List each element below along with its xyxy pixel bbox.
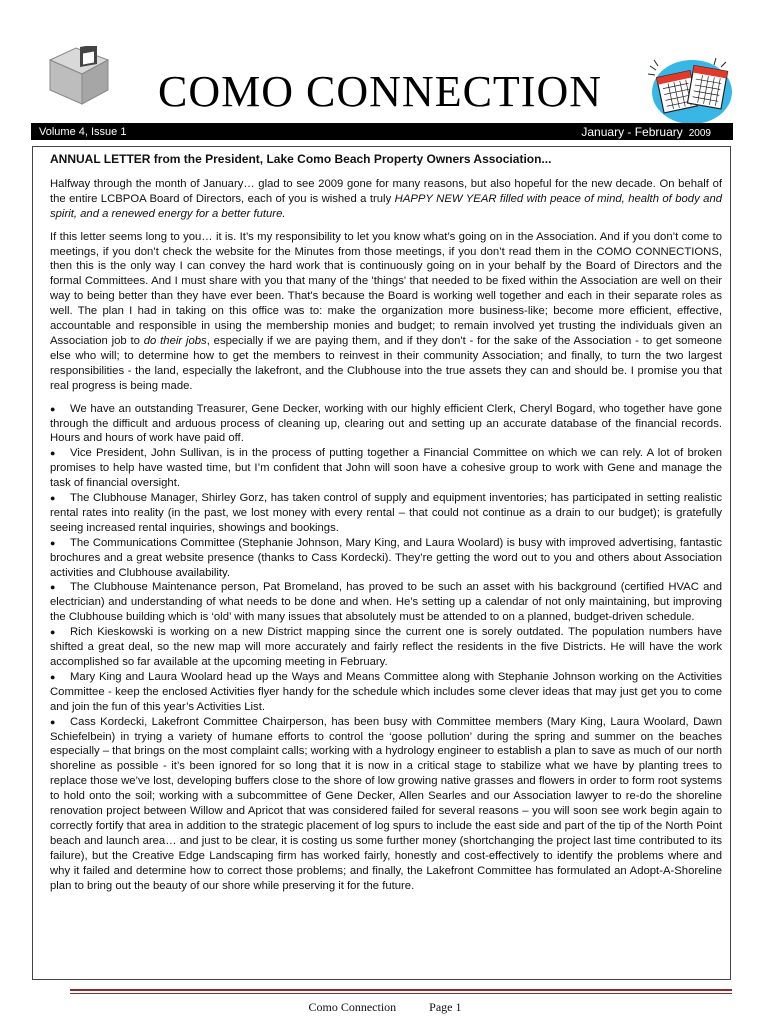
bullet-icon: ● [50,627,56,638]
paragraph-1-text: Halfway through the month of January… glad to see 2009 gone for many reasons, but also hopeful for the new decade. On behalf of the entire LCBPOA Board of Directors, each of you is wished a truly [50,177,722,205]
list-item: ● The Communications Committee (Stephanie Johnson, Mary King, and Laura Woolard) is busy with improved advertising, fantastic brochures and a great website presence (thanks to Cass Kordecki). They’re getting the word out to you and others about Association activities and Clubhouse availability. [50,536,722,579]
paragraph-2-end: , especially if we are paying them, and if they don't - for the sake of the Association - to get someone else who will; to determine how to get the members to reinvest in their community Association; and finally, to turn the two largest responsibilities - the land, especially the lakefront, and the Clubhouse into the true assets they can and should be. I promise you that real progress is being made. [50,334,722,392]
bullet-icon: ● [50,448,56,459]
list-item: ● Rich Kieskowski is working on a new District mapping since the current one is sorely outdated. The population numbers have shifted a great deal, so the new map will more accurately and fairly reflect the residents in the five Districts. He will have the work accomplished so far available at the upcoming meeting in February. [50,626,722,668]
calendar-cube-icon [46,46,112,106]
bullet-icon: ● [50,582,56,593]
footer-label: Como Connection [308,1000,397,1014]
list-item: ● We have an outstanding Treasurer, Gene Decker, working with our highly efficient Clerk, Cheryl Bogard, who together have gone through the difficult and arduous process of cleaning up, clearing out and setting up an accurate database of the financial records. Hours and hours of work have paid off. [50,402,722,445]
volume-bar [31,123,733,140]
issue-months: January - February [581,125,683,139]
paragraph-1 [50,177,722,222]
paragraph-1-italic: HAPPY NEW YEAR filled with peace of mind, health of body and spirit, and a renewed energy for a better future. [50,192,723,220]
calendar-pages-clipart [646,54,734,126]
accomplishment-list [50,402,722,894]
paragraph-2-text: If this letter seems long to you… it is. It’s my responsibility to let you know what’s going on in the Association. And if you don’t come to meetings, if you don’t check the website for the Minutes from those meetings, if you don’t read them in the COMO CONNECTIONS, then this is the only way I can convey the hard work that is continuously going on in your behalf by the Board of Directors and the formal Committees. And I must share with you that many of the 'things' that needed to be fixed within the Association are well on their way to being better than they have ever been. That's because the Board is working well together and each in their separate roles as well. The plan I had in taking on this office was to: make the organization more business-like; become more efficient, effective, accountable and responsible in using the membership monies and budget; to remain involved yet trusting the individuals given an Association job to [50,230,722,347]
bullet-icon: ● [50,671,56,682]
bullet-icon: ● [50,493,56,504]
bullet-icon: ● [50,403,56,414]
paragraph-2 [50,230,722,394]
footer-rule-thin [70,993,732,994]
list-item: ● The Clubhouse Manager, Shirley Gorz, has taken control of supply and equipment inventories; has participated in setting realistic rental rates into reality (in the past, we lost money with every rental – that could not continue as a drain to our budget); is gratefully seeing increased rental inquiries, showings and bookings. [50,492,722,534]
list-item: ● The Clubhouse Maintenance person, Pat Bromeland, has proved to be such an asset with his background (certified HVAC and electrician) and understanding of what needs to be done and when. He’s setting up a calendar of not only maintaining, but improving the Clubhouse building which is ‘old’ with many issues that absolutely must be attended to on a planned, budget-driven schedule. [50,581,722,624]
article-text [50,152,722,894]
masthead-title: COMO CONNECTION [158,67,602,116]
list-item: ● Vice President, John Sullivan, is in the process of putting together a Financial Committee on which we can rely. A lot of broken promises to help have wasted time, but I’m confident that John will soon have a cohesive group to work with Gene and manage the task of financial oversight. [50,447,722,490]
bullet-icon: ● [50,537,56,548]
issue-year: 2009 [688,128,711,139]
list-item: ● Mary King and Laura Woolard head up the Ways and Means Committee along with Stephanie Johnson working on the Activities Committee - keep the enclosed Activities flyer handy for the schedule which includes some clever ideas that may just get you to come and join the fun of this year’s Activities List. [50,670,722,713]
page-footer [0,1000,770,1015]
article-heading: ANNUAL LETTER from the President, Lake Como Beach Property Owners Association... [50,152,552,166]
footer-rule-thick [70,989,732,991]
bullet-icon: ● [50,716,56,727]
page-number: Page 1 [429,1000,462,1014]
volume-issue: Volume 4, Issue 1 [39,126,127,138]
paragraph-2-italic: do their jobs [143,334,207,347]
issue-date [581,125,711,139]
list-item: ● Cass Kordecki, Lakefront Committee Chairperson, has been busy with Committee members (Mary King, Laura Woolard, Dawn Schiefelbein) in trying a variety of humane efforts to control the ‘goose pollution’ during the spring and summer on the beaches especially – that brings on the most complaint calls; working with a hydrology engineer to establish a plan to save as much of our north shoreline as possible - it’s been ignored for so long that it is now in a critical stage to stabilize what we have by planting trees to replace those we’ve lost, developing buffers close to the shore of low growing native grasses and flowers in order to form root systems to hold onto the soil; working with a subcommittee of Gene Decker, Allen Searles and our Association lawyer to re-do the shoreline renovation project between Willow and Apricot that was considered failed for several reasons – you will soon see work begin again to correctly fortify that area in addition to the strategic placement of log spurs to include the east side and part of the tip of the North Point beach and launch area… and just to be clear, it is costing us some further money (shortchanging the project last time contributed to its failure), but the Creative Edge Landscaping firm has worked fairly, honestly and cost-effectively to identify the problems where and why it failed and determine how to correct those problems; and finally, the Lakefront Committee has formulated an Adopt-A-Shoreline plan to bring out the beauty of our shore while preserving it for the future. [50,715,722,892]
